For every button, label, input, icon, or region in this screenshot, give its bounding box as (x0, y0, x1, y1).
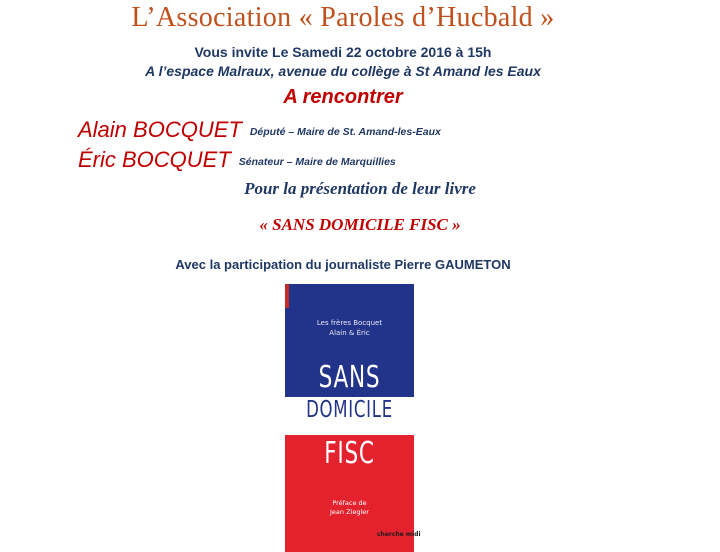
guest-role: Député – Maire de St. Amand-les-Eaux (249, 126, 441, 138)
cover-authors (285, 318, 414, 338)
cover-preface (285, 499, 414, 517)
cover-red-tab (285, 284, 289, 308)
rencontrer-heading: A rencontrer (283, 86, 403, 108)
cover-word-sans: SANS (318, 360, 381, 395)
participation-text: Avec la participation du journaliste Pierre GAUMETON (175, 257, 511, 272)
book-title: « SANS DOMICILE FISC » (259, 215, 461, 234)
cover-authors-line: Les frères Bocquet (316, 319, 383, 327)
cover-authors-line: Alain & Éric (329, 329, 370, 337)
guest-role: Sénateur – Maire de Marquillies (238, 156, 396, 168)
cover-publisher-logo: cherche midi (377, 531, 421, 538)
cover-word-domicile: DOMICILE (306, 397, 393, 423)
book-cover (285, 284, 421, 552)
presentation-text: Pour la présentation de leur livre (244, 179, 476, 198)
association-title: L’Association « Paroles d’Hucbald » (131, 2, 555, 33)
guest-eric (78, 147, 396, 173)
guest-name: Alain BOCQUET (78, 117, 242, 142)
guest-alain (78, 117, 441, 143)
event-location: A l’espace Malraux, avenue du collège à St Amand les Eaux (145, 63, 541, 79)
cover-preface-line: Préface de (332, 499, 367, 507)
cover-preface-line: Jean Ziegler (330, 508, 369, 516)
invitation-date: Vous invite Le Samedi 22 octobre 2016 à 15h (194, 44, 492, 60)
guest-name: Éric BOCQUET (78, 147, 231, 172)
cover-word-fisc: FISC (324, 436, 375, 471)
